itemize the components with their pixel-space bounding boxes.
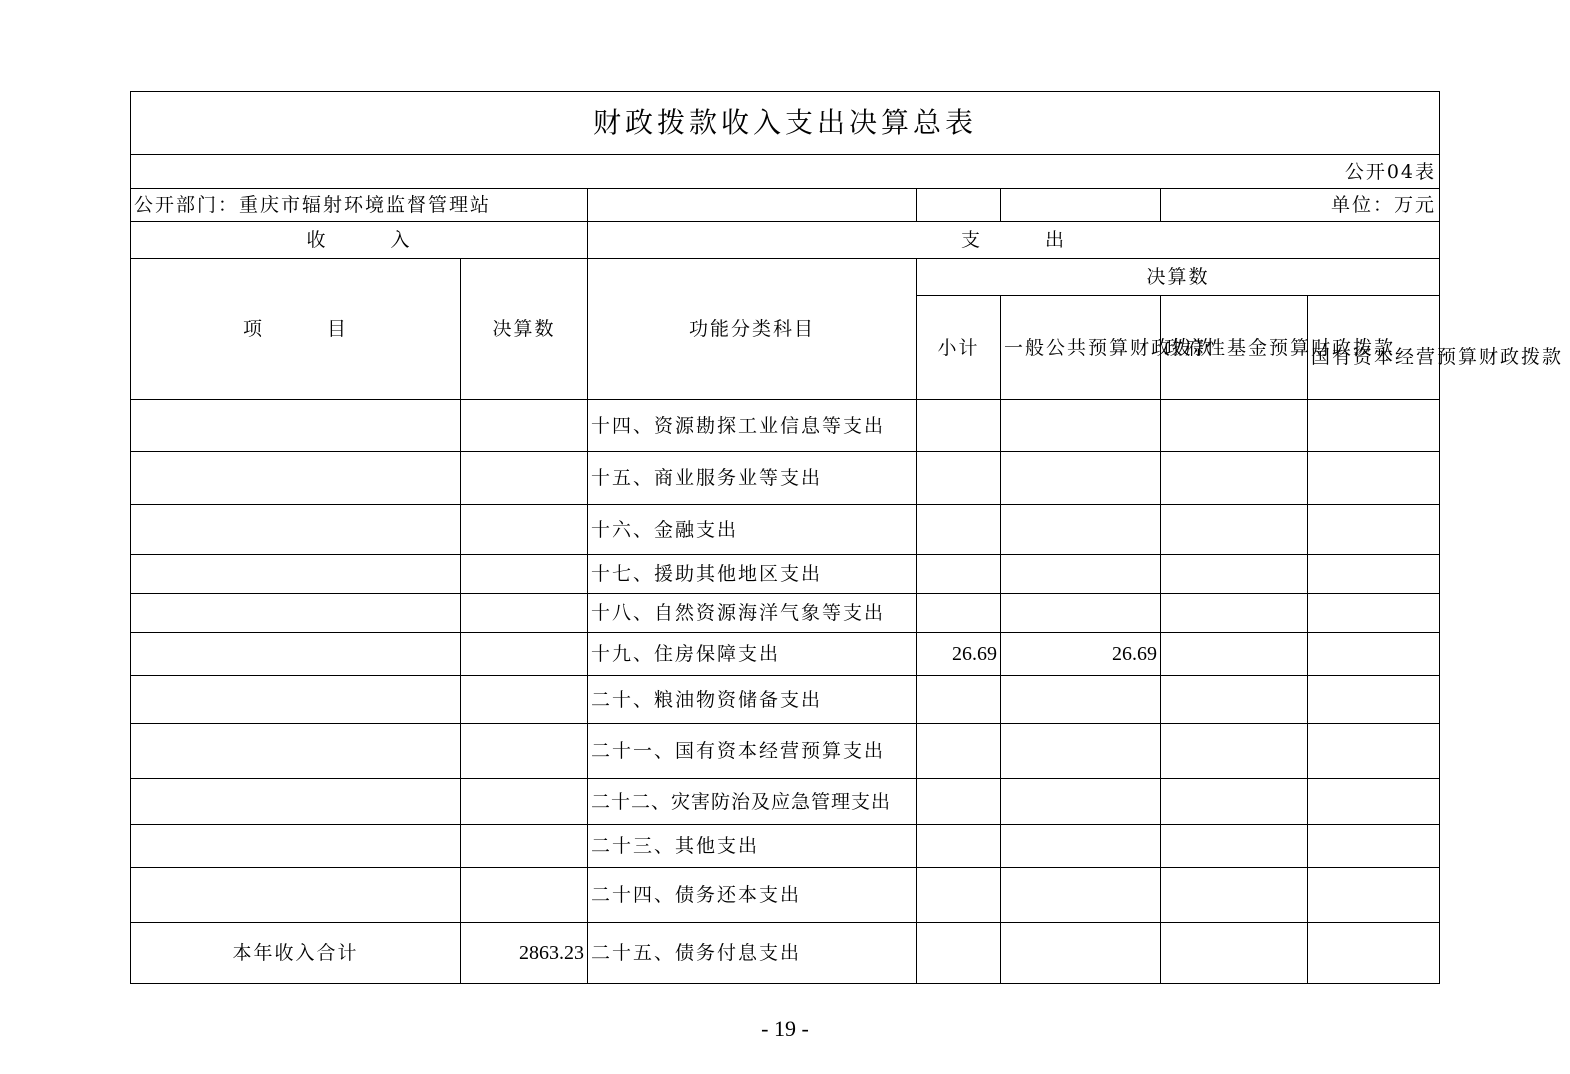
general-budget-cell xyxy=(1001,779,1161,825)
state-capital-cell xyxy=(1308,555,1440,594)
total-income-label: 本年收入合计 xyxy=(131,923,461,984)
page-number: - 19 - xyxy=(761,1016,809,1041)
category-cell: 十八、自然资源海洋气象等支出 xyxy=(588,594,917,633)
table-row xyxy=(131,923,1440,984)
general-budget-cell xyxy=(1001,505,1161,555)
item-cell xyxy=(131,633,461,676)
fiscal-appropriation-table xyxy=(130,91,1564,984)
table-row xyxy=(131,594,1440,633)
category-cell: 二十五、债务付息支出 xyxy=(588,923,917,984)
state-capital-cell xyxy=(1308,594,1440,633)
income-cell xyxy=(461,676,588,724)
item-cell xyxy=(131,825,461,868)
table-row xyxy=(131,400,1440,452)
state-capital-cell xyxy=(1308,400,1440,452)
category-cell: 二十三、其他支出 xyxy=(588,825,917,868)
income-amount-column-header: 决算数 xyxy=(461,259,588,400)
gov-fund-cell xyxy=(1161,724,1308,779)
expense-section-header: 支 出 xyxy=(588,222,1440,259)
state-capital-cell xyxy=(1308,633,1440,676)
table-row xyxy=(131,724,1440,779)
item-cell xyxy=(131,400,461,452)
general-budget-cell xyxy=(1001,724,1161,779)
report-title: 财政拨款收入支出决算总表 xyxy=(131,92,1440,155)
category-cell: 二十、粮油物资储备支出 xyxy=(588,676,917,724)
form-code: 公开04表 xyxy=(131,155,1440,189)
table-row xyxy=(131,779,1440,825)
item-cell xyxy=(131,779,461,825)
subtotal-cell xyxy=(917,676,1001,724)
general-budget-cell xyxy=(1001,594,1161,633)
subtotal-cell xyxy=(917,724,1001,779)
general-budget-cell xyxy=(1001,825,1161,868)
item-cell xyxy=(131,676,461,724)
table-row xyxy=(131,868,1440,923)
item-cell xyxy=(131,555,461,594)
income-section-header: 收 入 xyxy=(131,222,588,259)
general-budget-column-header: 一般公共预算财政拨款 xyxy=(1001,296,1161,400)
table-row xyxy=(131,676,1440,724)
item-cell xyxy=(131,505,461,555)
subtotal-cell xyxy=(917,825,1001,868)
income-cell xyxy=(461,505,588,555)
income-cell xyxy=(461,724,588,779)
gov-fund-cell xyxy=(1161,779,1308,825)
gov-fund-cell xyxy=(1161,505,1308,555)
general-budget-cell xyxy=(1001,868,1161,923)
state-capital-cell xyxy=(1308,452,1440,505)
state-capital-cell xyxy=(1308,779,1440,825)
gov-fund-cell xyxy=(1161,923,1308,984)
table-row xyxy=(131,633,1440,676)
gov-fund-cell xyxy=(1161,400,1308,452)
subtotal-cell xyxy=(917,868,1001,923)
subtotal-cell: 26.69 xyxy=(917,633,1001,676)
subtotal-cell xyxy=(917,594,1001,633)
gov-fund-cell xyxy=(1161,868,1308,923)
state-capital-cell xyxy=(1308,825,1440,868)
table-row xyxy=(131,452,1440,505)
gov-fund-cell xyxy=(1161,676,1308,724)
total-income-value: 2863.23 xyxy=(461,923,588,984)
category-cell: 二十一、国有资本经营预算支出 xyxy=(588,724,917,779)
category-cell: 十七、援助其他地区支出 xyxy=(588,555,917,594)
general-budget-cell xyxy=(1001,452,1161,505)
subtotal-cell xyxy=(917,505,1001,555)
item-cell xyxy=(131,594,461,633)
category-cell: 十九、住房保障支出 xyxy=(588,633,917,676)
general-budget-cell xyxy=(1001,676,1161,724)
table-row xyxy=(131,825,1440,868)
category-cell: 十五、商业服务业等支出 xyxy=(588,452,917,505)
state-capital-cell xyxy=(1308,868,1440,923)
gov-fund-column-header: 政府性基金预算财政拨款 xyxy=(1161,296,1308,400)
table-row xyxy=(131,505,1440,555)
unit-label: 单位：万元 xyxy=(1161,189,1440,222)
general-budget-cell xyxy=(1001,555,1161,594)
income-cell xyxy=(461,594,588,633)
category-cell: 十四、资源勘探工业信息等支出 xyxy=(588,400,917,452)
income-cell xyxy=(461,779,588,825)
state-capital-cell xyxy=(1308,505,1440,555)
income-cell xyxy=(461,825,588,868)
gov-fund-cell xyxy=(1161,594,1308,633)
income-cell xyxy=(461,555,588,594)
income-cell xyxy=(461,400,588,452)
state-capital-column-header: 国有资本经营预算财政拨款 xyxy=(1308,296,1440,400)
general-budget-cell xyxy=(1001,400,1161,452)
gov-fund-cell xyxy=(1161,825,1308,868)
item-cell xyxy=(131,868,461,923)
table-row xyxy=(131,555,1440,594)
item-cell xyxy=(131,452,461,505)
subtotal-cell xyxy=(917,923,1001,984)
subtotal-cell xyxy=(917,400,1001,452)
category-cell: 二十二、灾害防治及应急管理支出 xyxy=(588,779,917,825)
subtotal-cell xyxy=(917,779,1001,825)
category-cell: 二十四、债务还本支出 xyxy=(588,868,917,923)
function-category-column-header: 功能分类科目 xyxy=(588,259,917,400)
subtotal-column-header: 小计 xyxy=(917,296,1001,400)
general-budget-cell xyxy=(1001,923,1161,984)
general-budget-cell: 26.69 xyxy=(1001,633,1161,676)
item-cell xyxy=(131,724,461,779)
department-label: 公开部门：重庆市辐射环境监督管理站 xyxy=(131,189,588,222)
state-capital-cell xyxy=(1308,923,1440,984)
subtotal-cell xyxy=(917,555,1001,594)
income-cell xyxy=(461,452,588,505)
category-cell: 十六、金融支出 xyxy=(588,505,917,555)
gov-fund-cell xyxy=(1161,633,1308,676)
state-capital-cell xyxy=(1308,676,1440,724)
gov-fund-cell xyxy=(1161,555,1308,594)
blank-cell xyxy=(588,189,917,222)
income-cell xyxy=(461,868,588,923)
subtotal-cell xyxy=(917,452,1001,505)
state-capital-cell xyxy=(1308,724,1440,779)
blank-cell xyxy=(1001,189,1161,222)
gov-fund-cell xyxy=(1161,452,1308,505)
settlement-group-header: 决算数 xyxy=(917,259,1440,296)
blank-cell xyxy=(917,189,1001,222)
item-column-header: 项 目 xyxy=(131,259,461,400)
income-cell xyxy=(461,633,588,676)
